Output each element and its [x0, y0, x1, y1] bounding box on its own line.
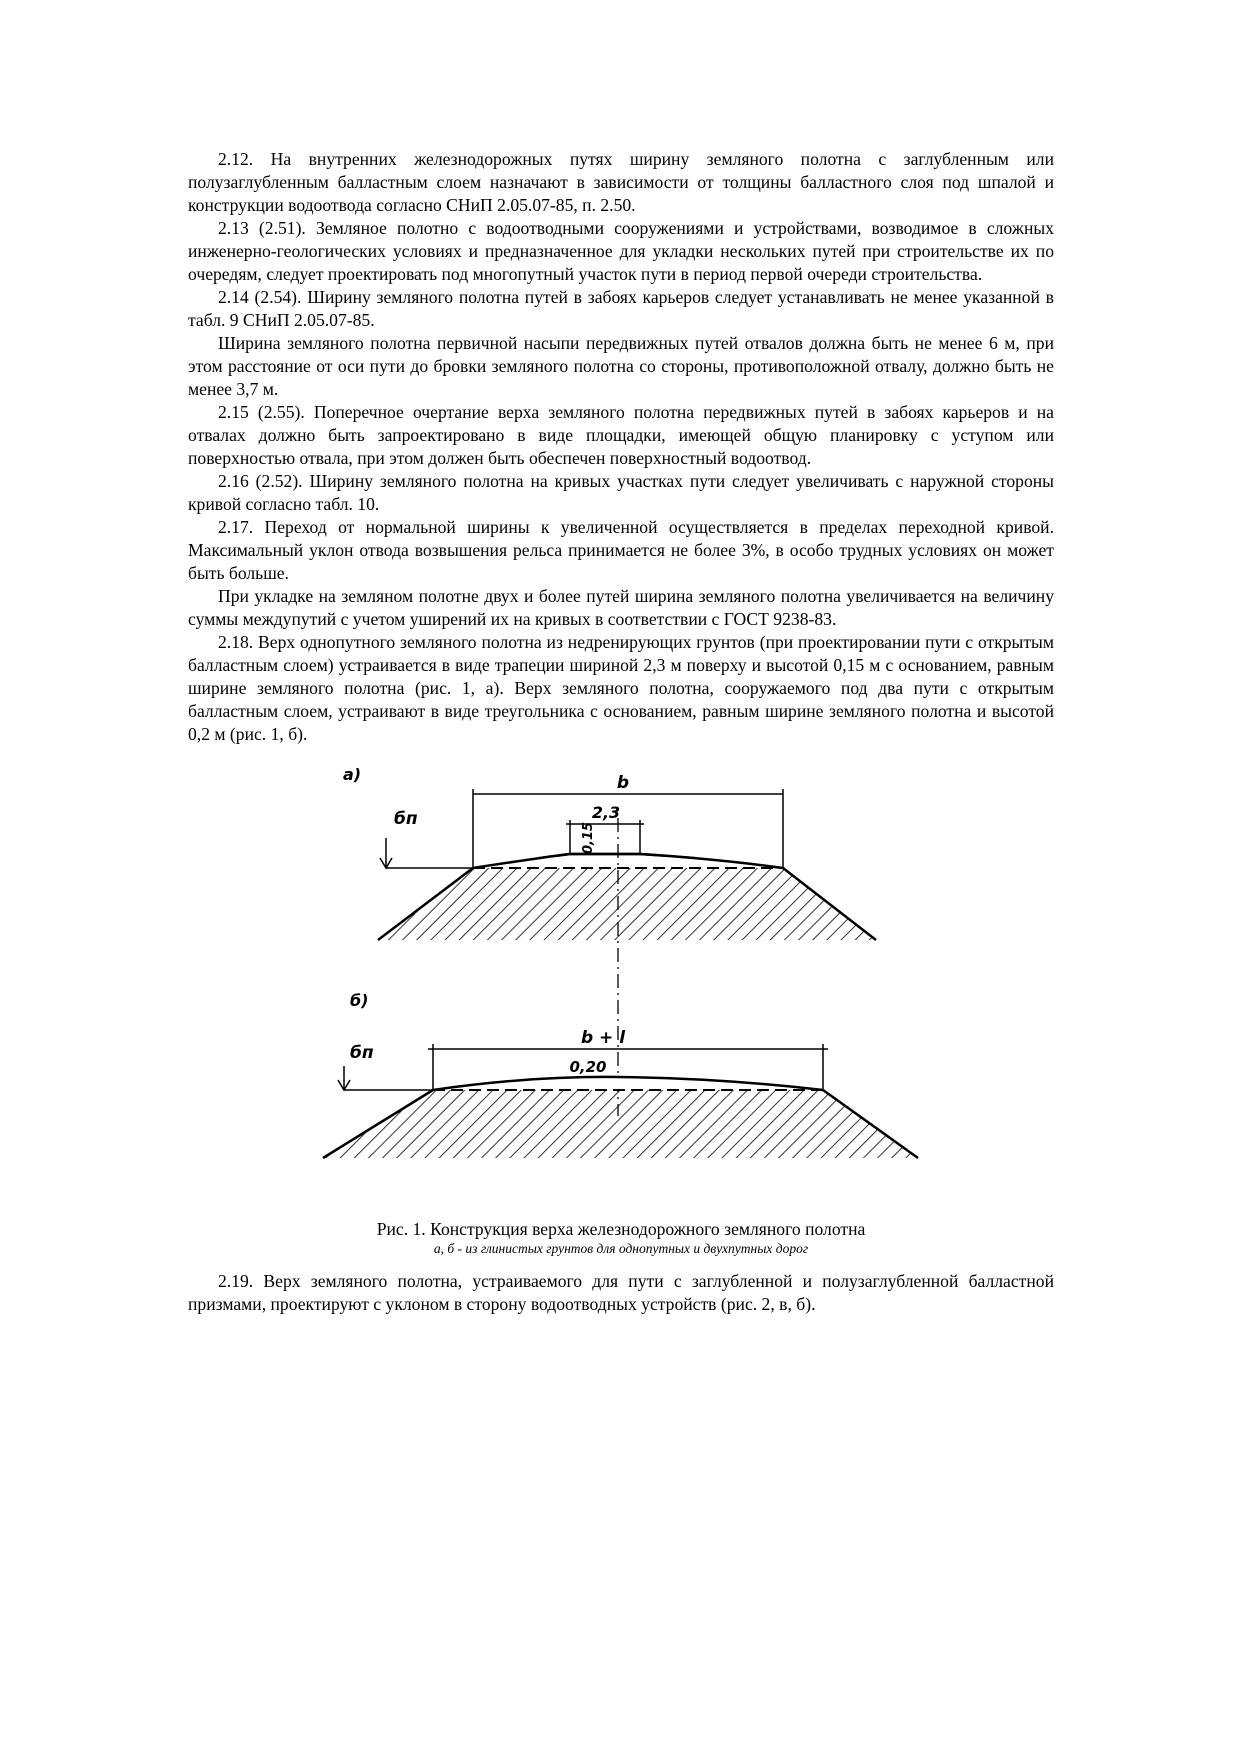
label-b: б)	[350, 991, 369, 1010]
dim-top-width: 2,3	[591, 803, 621, 822]
figure-caption: Рис. 1. Конструкция верха железнодорожного земляного полотна	[376, 1219, 866, 1239]
embankment-b	[323, 1090, 918, 1158]
paragraph-2-13: 2.13 (2.51). Земляное полотно с водоотводными сооружениями и устройствами, возводимое в сложных инженерно-геологических условиях и предназначенное для укладки нескольких путей при строительстве их по очередям, следует проектировать под многопутный участок пути в период первой очереди строительства.	[188, 218, 1054, 284]
paragraph-2-14-width: Ширина земляного полотна первичной насыпи передвижных путей отвалов должна быть не менее 6 м, при этом расстояние от оси пути до бровки земляного полотна со стороны, противоположной отвалу, должно быть не менее 3,7 м.	[188, 333, 1054, 399]
document-page	[188, 148, 1054, 1316]
dim-height-b: 0,20	[569, 1058, 607, 1076]
paragraph-2-17: 2.17. Переход от нормальной ширины к увеличенной осуществляется в пределах переходной кривой. Максимальный уклон отвода возвышения рельса принимается не более 3%, в особо трудных условиях он может быть больше.	[188, 517, 1054, 583]
paragraph-2-18: 2.18. Верх однопутного земляного полотна из недренирующих грунтов (при проектировании пути с открытым балластным слоем) устраивается в виде трапеции шириной 2,3 м поверху и высотой 0,15 м с основанием, равным ширине земляного полотна (рис. 1, а). Верх земляного полотна, сооружаемого под два пути с открытым балластным слоем, устраивают в виде треугольника с основанием, равным ширине земляного полотна и высотой 0,2 м (рис. 1, б).	[188, 632, 1054, 744]
embankment-a	[378, 868, 876, 940]
paragraph-2-14: 2.14 (2.54). Ширину земляного полотна путей в забоях карьеров следует устанавливать не менее указанной в табл. 9 СНиП 2.05.07-85.	[188, 287, 1054, 330]
paragraph-2-19: 2.19. Верх земляного полотна, устраиваемого для пути с заглубленной и полузаглубленной балластной призмами, проектируют с уклоном в сторону водоотводных устройств (рис. 2, в, б).	[188, 1271, 1054, 1314]
paragraph-2-15: 2.15 (2.55). Поперечное очертание верха земляного полотна передвижных путей в забоях карьеров и на отвалах должно быть запроектировано в виде площадки, имеющей общую планировку с уступом или поверхностью отвала, при этом должен быть обеспечен поверхностный водоотвод.	[188, 402, 1054, 468]
dim-bl-label: b + l	[580, 1028, 626, 1048]
dim-bn-a: бп	[394, 809, 418, 829]
paragraph-2-17-tracks: При укладке на земляном полотне двух и более путей ширина земляного полотна увеличивается на величину суммы междупутий с учетом уширений их на кривых в соответствии с ГОСТ 9238-83.	[188, 586, 1054, 629]
dim-b-label: b	[616, 773, 630, 793]
paragraph-2-16: 2.16 (2.52). Ширину земляного полотна на кривых участках пути следует увеличивать с наружной стороны кривой согласно табл. 10.	[188, 471, 1054, 514]
figure-1	[188, 758, 1054, 1218]
label-a: а)	[343, 765, 362, 784]
figure-subcaption: а, б - из глинистых грунтов для однопутных и двухпутных дорог	[433, 1241, 809, 1256]
subgrade-diagram	[188, 758, 1054, 1218]
dim-bn-b: бп	[350, 1043, 374, 1063]
paragraph-2-12: 2.12. На внутренних железнодорожных путях ширину земляного полотна с заглубленным или полузаглубленным балластным слоем назначают в зависимости от толщины балластного слоя под шпалой и конструкции водоотвода согласно СНиП 2.05.07-85, п. 2.50.	[188, 149, 1054, 215]
dim-height-a: 0,15	[581, 821, 596, 854]
